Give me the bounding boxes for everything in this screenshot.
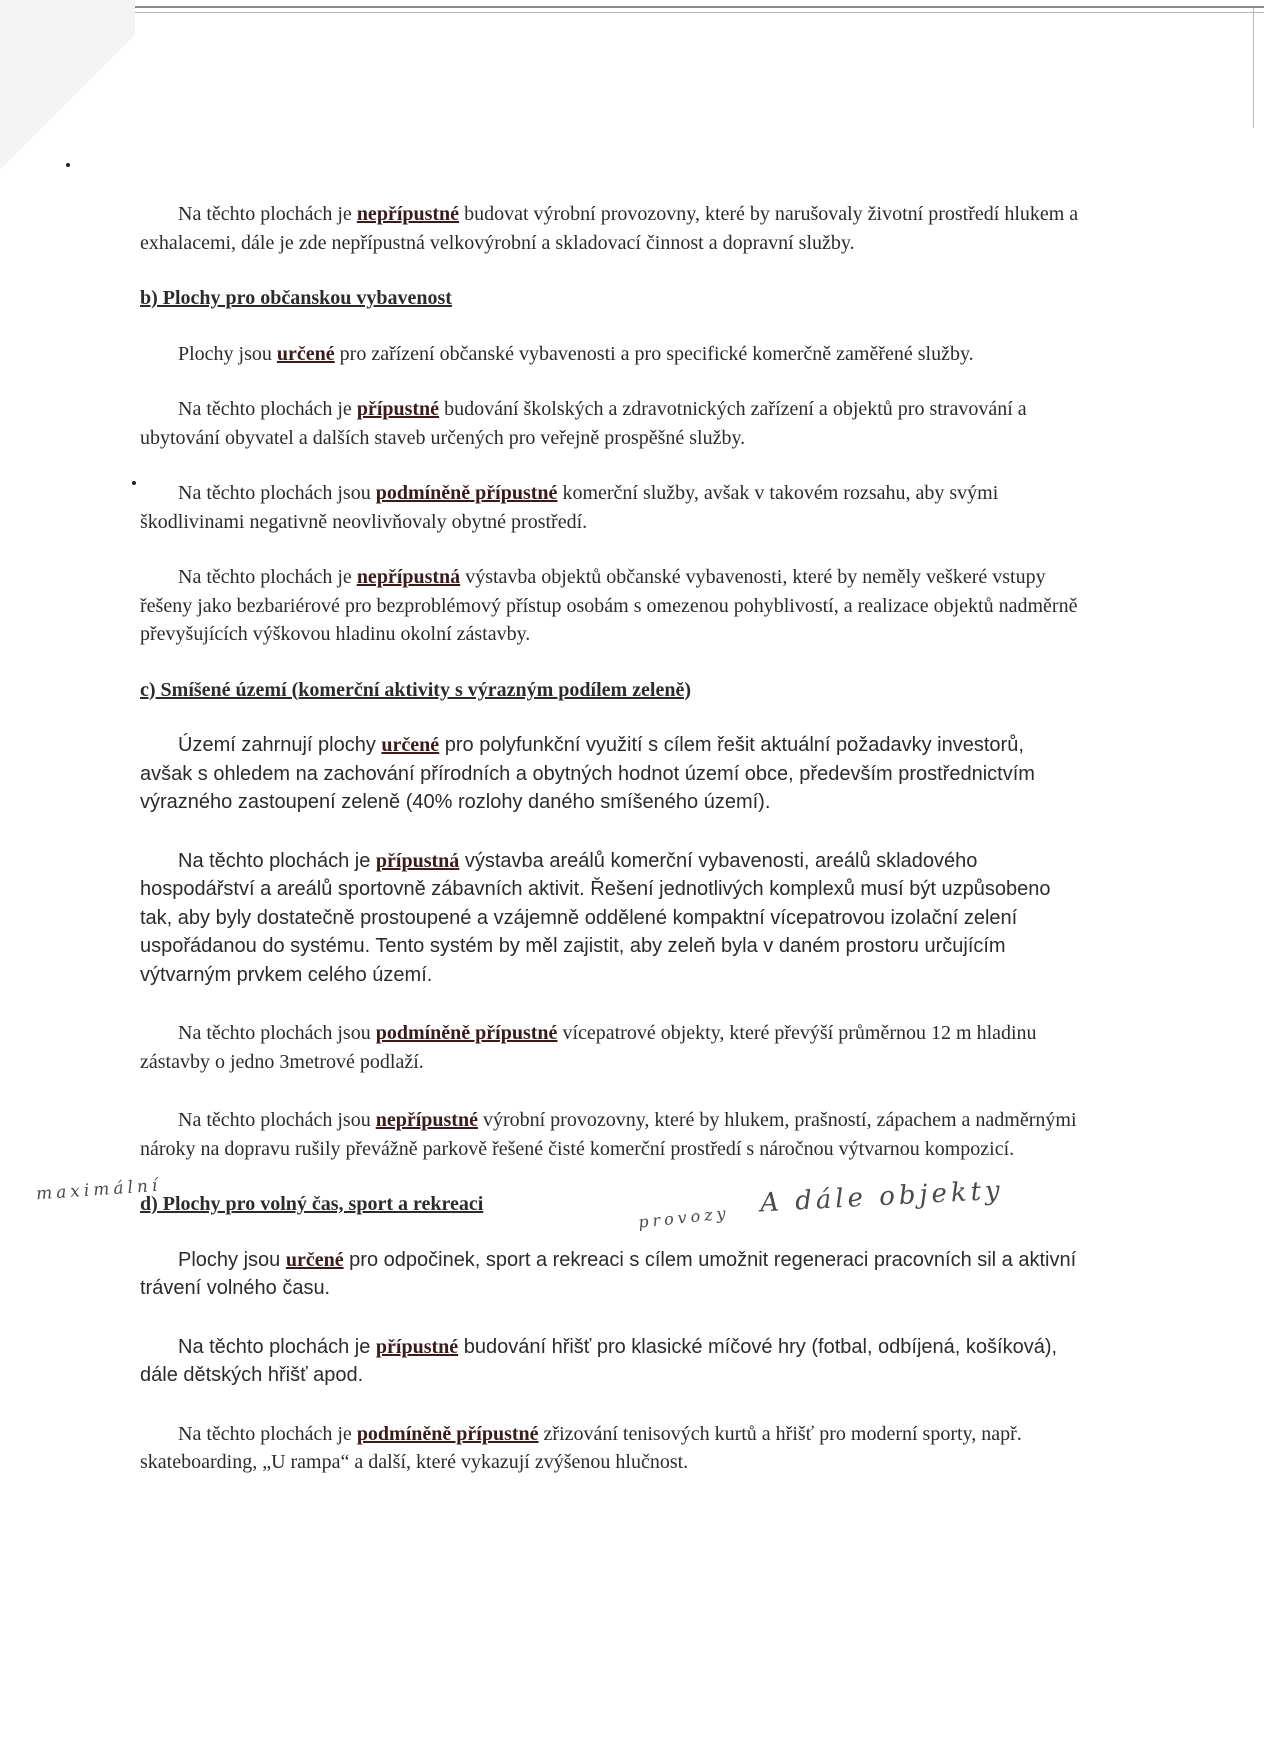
scan-speck (66, 163, 70, 167)
paragraph-text: komerční služby, avšak v takovém rozsahu, aby svými škodlivinami negativně neovlivňovaly obytné prostředí. (140, 482, 999, 533)
keyword: nepřípustné (356, 203, 460, 225)
paragraph (140, 847, 1080, 990)
document-body (140, 200, 1080, 1477)
section-heading-d: d) Plochy pro volný čas, sport a rekreaci (140, 1193, 484, 1215)
paragraph-text: Na těchto plochách jsou (178, 482, 376, 504)
keyword: nepřípustná (356, 566, 461, 588)
section-heading-c: c) Smíšené území (komerční aktivity s výrazným podílem zeleně) (140, 678, 692, 701)
paragraph (140, 1333, 1080, 1390)
keyword: podmíněně přípustné (375, 482, 558, 504)
paragraph (140, 1246, 1080, 1303)
paragraph-text: Na těchto plochách je (178, 1422, 357, 1445)
handwritten-margin-note: maximální (35, 1175, 162, 1205)
paragraph-text: pro odpočinek, sport a rekreaci s cílem umožnit regeneraci pracovních sil a aktivní trávení volného času. (140, 1248, 1077, 1299)
paragraph-text: Na těchto plochách jsou (178, 1109, 376, 1131)
paragraph (140, 1106, 1080, 1163)
paragraph-text: Území zahrnují plochy (178, 734, 382, 756)
folded-corner (0, 0, 135, 215)
paragraph (140, 731, 1080, 817)
paragraph-text: Na těchto plochách jsou (178, 1022, 376, 1044)
paragraph-text: Na těchto plochách je (178, 398, 357, 420)
paragraph-text: budování hřišť pro klasické míčové hry (fotbal, odbíjená, košíková), dále dětských hřišť apod. (140, 1335, 1058, 1386)
paragraph-text: pro zařízení občanské vybavenosti a pro specifické komerčně zaměřené služby. (334, 342, 974, 365)
paragraph-text: Plochy jsou (178, 342, 277, 365)
scan-right-edge (1253, 8, 1258, 128)
paragraph-text: Na těchto plochách je (178, 849, 376, 872)
paragraph (140, 479, 1080, 536)
keyword: nepřípustné (375, 1109, 478, 1131)
paragraph-text: výstavba objektů občanské vybavenosti, které by neměly veškeré vstupy řešeny jako bezbariérové pro bezproblémový přístup osobám s omezenou pohyblivostí, a realizace objektů nadměrně převyšujících výškovou hladinu okolní zástavby. (140, 566, 1078, 645)
paragraph-text: Plochy jsou (178, 1248, 286, 1271)
paragraph-text: budování školských a zdravotnických zařízení a objektů pro stravování a ubytování obyvatel a dalších staveb určených pro veřejně prospěšné služby. (140, 398, 1027, 449)
paragraph (140, 395, 1080, 452)
paragraph (140, 1019, 1080, 1076)
keyword: přípustné (356, 398, 440, 420)
paragraph (140, 1420, 1080, 1477)
section-heading-b: b) Plochy pro občanskou vybavenost (140, 287, 452, 309)
keyword: podmíněně přípustné (375, 1022, 558, 1044)
keyword: určené (276, 342, 335, 365)
paragraph-text: Na těchto plochách je (178, 1335, 376, 1358)
scan-top-edge (130, 6, 1264, 13)
paragraph-text: vícepatrové objekty, které převýší průměrnou 12 m hladinu zástavby o jedno 3metrové podlaží. (140, 1022, 1037, 1073)
keyword: určené (285, 1248, 344, 1271)
keyword: přípustná (375, 849, 460, 872)
paragraph-text: budovat výrobní provozovny, které by narušovaly životní prostředí hlukem a exhalacemi, dále je zde nepřípustná velkovýrobní a skladovací činnost a dopravní služby. (140, 203, 1079, 254)
scan-speck (132, 481, 136, 485)
paragraph-text: zřizování tenisových kurtů a hřišť pro moderní sporty, např. skateboarding, „U rampa“ a další, které vykazují zvýšenou hlučnost. (140, 1422, 1022, 1473)
paragraph (140, 200, 1080, 257)
keyword: určené (381, 734, 440, 756)
paragraph-text: Na těchto plochách je (178, 566, 357, 588)
paragraph-text: Na těchto plochách je (178, 203, 357, 225)
keyword: přípustné (375, 1335, 459, 1358)
keyword: podmíněně přípustné (356, 1422, 539, 1445)
handwritten-insert: A dále objekty (759, 1175, 1005, 1219)
paragraph-text: výstavba areálů komerční vybavenosti, areálů skladového hospodářství a areálů sportovně zábavních aktivit. Řešení jednotlivých komplexů musí být uzpůsobeno tak, aby byly dostatečně prostoupené a vzájemně oddělené kompaktní vícepatrovou izolační zelení uspořádanou do systému. Tento systém by měl zajistit, aby zeleň byla v daném prostoru určujícím výtvarným prvkem celého území. (140, 849, 1051, 986)
paragraph-text: pro polyfunkční využití s cílem řešit aktuální požadavky investorů, avšak s ohledem na zachování přírodních a obytných hodnot území obce, především prostřednictvím výrazného zastoupení zeleně (40% rozlohy daného smíšeného území). (140, 734, 1035, 813)
paragraph (140, 340, 1080, 369)
handwritten-insert: provozy (637, 1203, 731, 1232)
paragraph (140, 563, 1080, 649)
paragraph-text: výrobní provozovny, které by hlukem, prašností, zápachem a nadměrnými nároky na dopravu rušily převážně parkově řešené čisté komerční prostředí s náročnou výtvarnou kompozicí. (140, 1109, 1077, 1160)
